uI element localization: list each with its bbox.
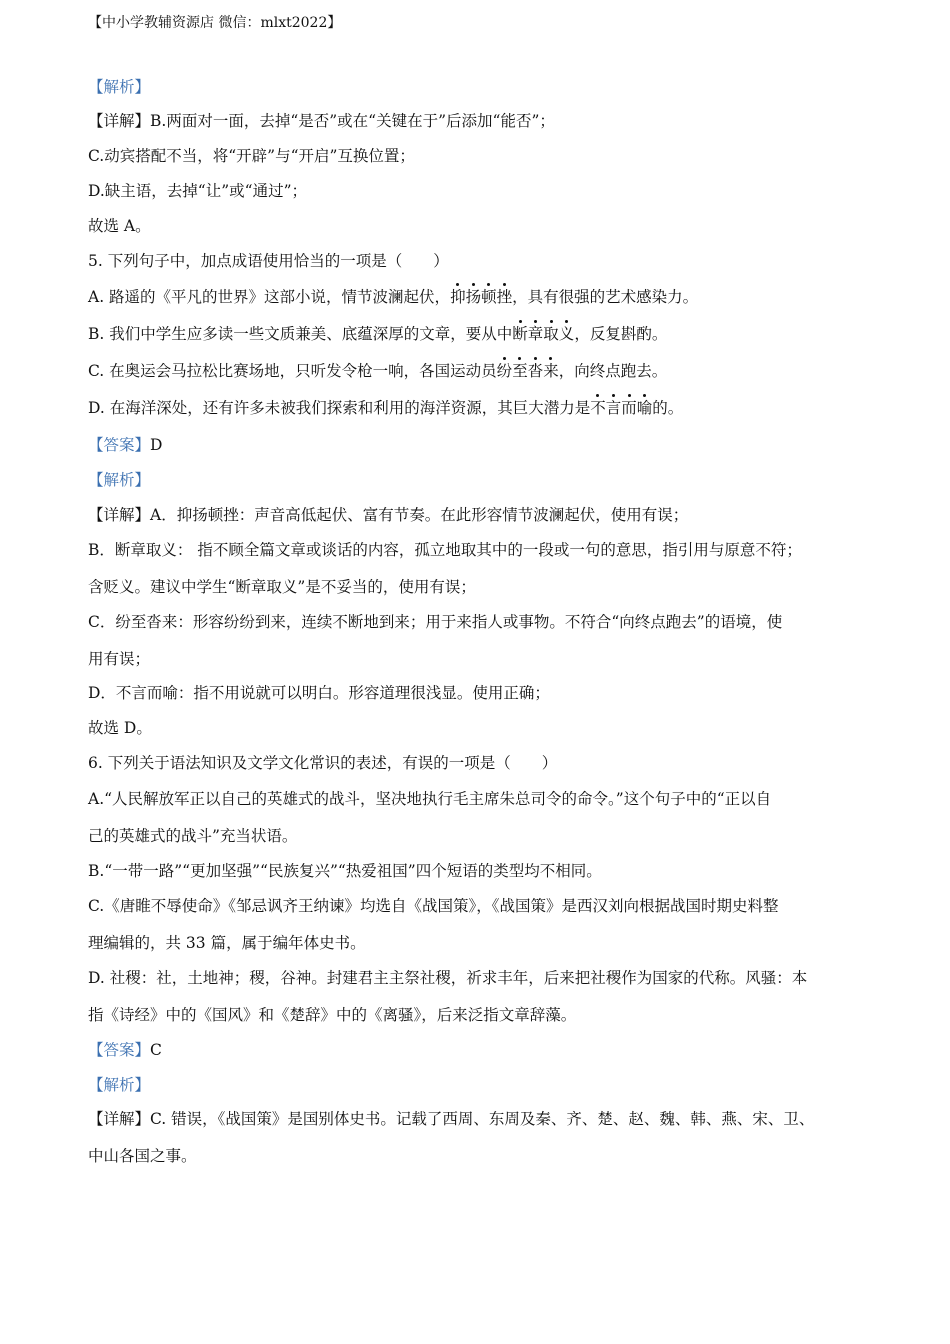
emphasis-dot-char: 而 <box>621 399 637 417</box>
option-text: ，具有很强的艺术感染力。 <box>512 288 699 306</box>
emphasis-dot-char: 断 <box>512 325 528 343</box>
page-header: 【中小学教辅资源店 微信：mlxt2022】 <box>88 15 342 31</box>
question-6-option-a-cont: 己的英雄式的战斗”充当状语。 <box>88 827 298 845</box>
answer-value: C <box>150 1041 162 1059</box>
question-5-option-b <box>88 323 890 345</box>
answer-line <box>88 434 890 456</box>
paragraph-line: D．不言而喻：指不用说就可以明白。形容道理很浅显。使用正确； <box>88 684 550 702</box>
question-6-option-d: D. 社稷：社，土地神；稷，谷神。封建君主主祭社稷，祈求丰年，后来把社稷作为国家的代称。风骚：本 <box>88 969 808 987</box>
option-text: ，反复斟酌。 <box>574 325 668 343</box>
emphasis-dot-char: 纷 <box>496 362 513 380</box>
option-text: A. 路遥的《平凡的世界》这部小说，情节波澜起伏， <box>88 288 451 306</box>
paragraph-line: 故选 D。 <box>88 719 152 737</box>
emphasis-dot-char: 顿 <box>481 288 497 306</box>
analysis-heading: 【解析】 <box>88 78 151 96</box>
question-5-option-a <box>88 286 890 308</box>
emphasis-dot-char: 义 <box>558 325 575 343</box>
question-6-option-c-cont: 理编辑的，共 33 篇，属于编年体史书。 <box>88 934 366 952</box>
question-6-option-b: B.“一带一路”“更加坚强”“民族复兴”“热爱祖国”四个短语的类型均不相同。 <box>88 862 602 880</box>
dotted-idiom <box>512 325 574 343</box>
paragraph-line: 中山各国之事。 <box>88 1147 197 1165</box>
paragraph-line: 【详解】B.两面对一面，去掉“是否”或在“关键在于”后添加“能否”； <box>88 112 555 130</box>
emphasis-dot-char: 章 <box>527 325 544 343</box>
option-text: B. 我们中学生应多读一些文质兼美、底蕴深厚的文章，要从中 <box>88 325 513 343</box>
dotted-idiom <box>590 399 652 417</box>
question-6-stem: 6. 下列关于语法知识及文学文化常识的表述，有误的一项是（ ） <box>88 754 558 772</box>
question-5-option-c <box>88 360 890 382</box>
paragraph-line: D.缺主语，去掉“让”或“通过”； <box>88 182 307 200</box>
paragraph-line: C.动宾搭配不当，将“开辟”与“开启”互换位置； <box>88 147 415 165</box>
answer-label: 【答案】 <box>88 1041 151 1059</box>
paragraph-line: B．断章取义： 指不顾全篇文章或谈话的内容，孤立地取其中的一段或一句的意思，指引用与原意不符； <box>88 541 802 559</box>
paragraph-line: 用有误； <box>88 650 151 668</box>
emphasis-dot-char: 扬 <box>465 288 482 306</box>
emphasis-dot-char: 喻 <box>636 399 653 417</box>
dotted-idiom <box>497 362 559 380</box>
question-6-option-c: C.《唐睢不辱使命》《邹忌讽齐王纳谏》均选自《战国策》，《战国策》是西汉刘向根据战国时期史料整 <box>88 897 779 915</box>
emphasis-dot-char: 来 <box>543 362 559 380</box>
option-text: D. 在海洋深处，还有许多未被我们探索和利用的海洋资源，其巨大潜力是 <box>88 399 591 417</box>
paragraph-line: 【详解】C. 错误，《战国策》是国别体史书。记载了西周、东周及秦、齐、楚、赵、魏、韩、燕、宋、卫、 <box>88 1110 815 1128</box>
answer-line <box>88 1039 890 1061</box>
question-5-stem: 5. 下列句子中，加点成语使用恰当的一项是（ ） <box>88 252 449 270</box>
answer-value: D <box>150 436 163 454</box>
emphasis-dot-char: 不 <box>590 399 606 417</box>
paragraph-line: 故选 A。 <box>88 217 151 235</box>
analysis-heading: 【解析】 <box>88 1076 151 1094</box>
emphasis-dot-char: 挫 <box>496 288 513 306</box>
answer-label: 【答案】 <box>88 436 151 454</box>
paragraph-line: 【详解】A．抑扬顿挫：声音高低起伏、富有节奏。在此形容情节波澜起伏，使用有误； <box>88 506 689 524</box>
emphasis-dot-char: 言 <box>605 399 622 417</box>
emphasis-dot-char: 至 <box>512 362 528 380</box>
paragraph-line: 含贬义。建议中学生“断章取义”是不妥当的，使用有误； <box>88 578 476 596</box>
paragraph-line: C．纷至沓来：形容纷纷到来，连续不断地到来；用于来指人或事物。不符合“向终点跑去”的语境，使 <box>88 613 783 631</box>
emphasis-dot-char: 取 <box>543 325 559 343</box>
analysis-heading: 【解析】 <box>88 471 151 489</box>
dotted-idiom <box>450 288 512 306</box>
option-text: 的。 <box>652 399 684 417</box>
question-5-option-d <box>88 397 890 419</box>
question-6-option-d-cont: 指《诗经》中的《国风》和《楚辞》中的《离骚》，后来泛指文章辞藻。 <box>88 1006 577 1024</box>
option-text: C. 在奥运会马拉松比赛场地，只听发令枪一响，各国运动员 <box>88 362 497 380</box>
question-6-option-a: A.“人民解放军正以自己的英雄式的战斗，坚决地执行毛主席朱总司令的命令。”这个句子中的“正以自 <box>88 790 772 808</box>
emphasis-dot-char: 抑 <box>450 288 466 306</box>
emphasis-dot-char: 沓 <box>527 362 544 380</box>
option-text: ，向终点跑去。 <box>558 362 668 380</box>
